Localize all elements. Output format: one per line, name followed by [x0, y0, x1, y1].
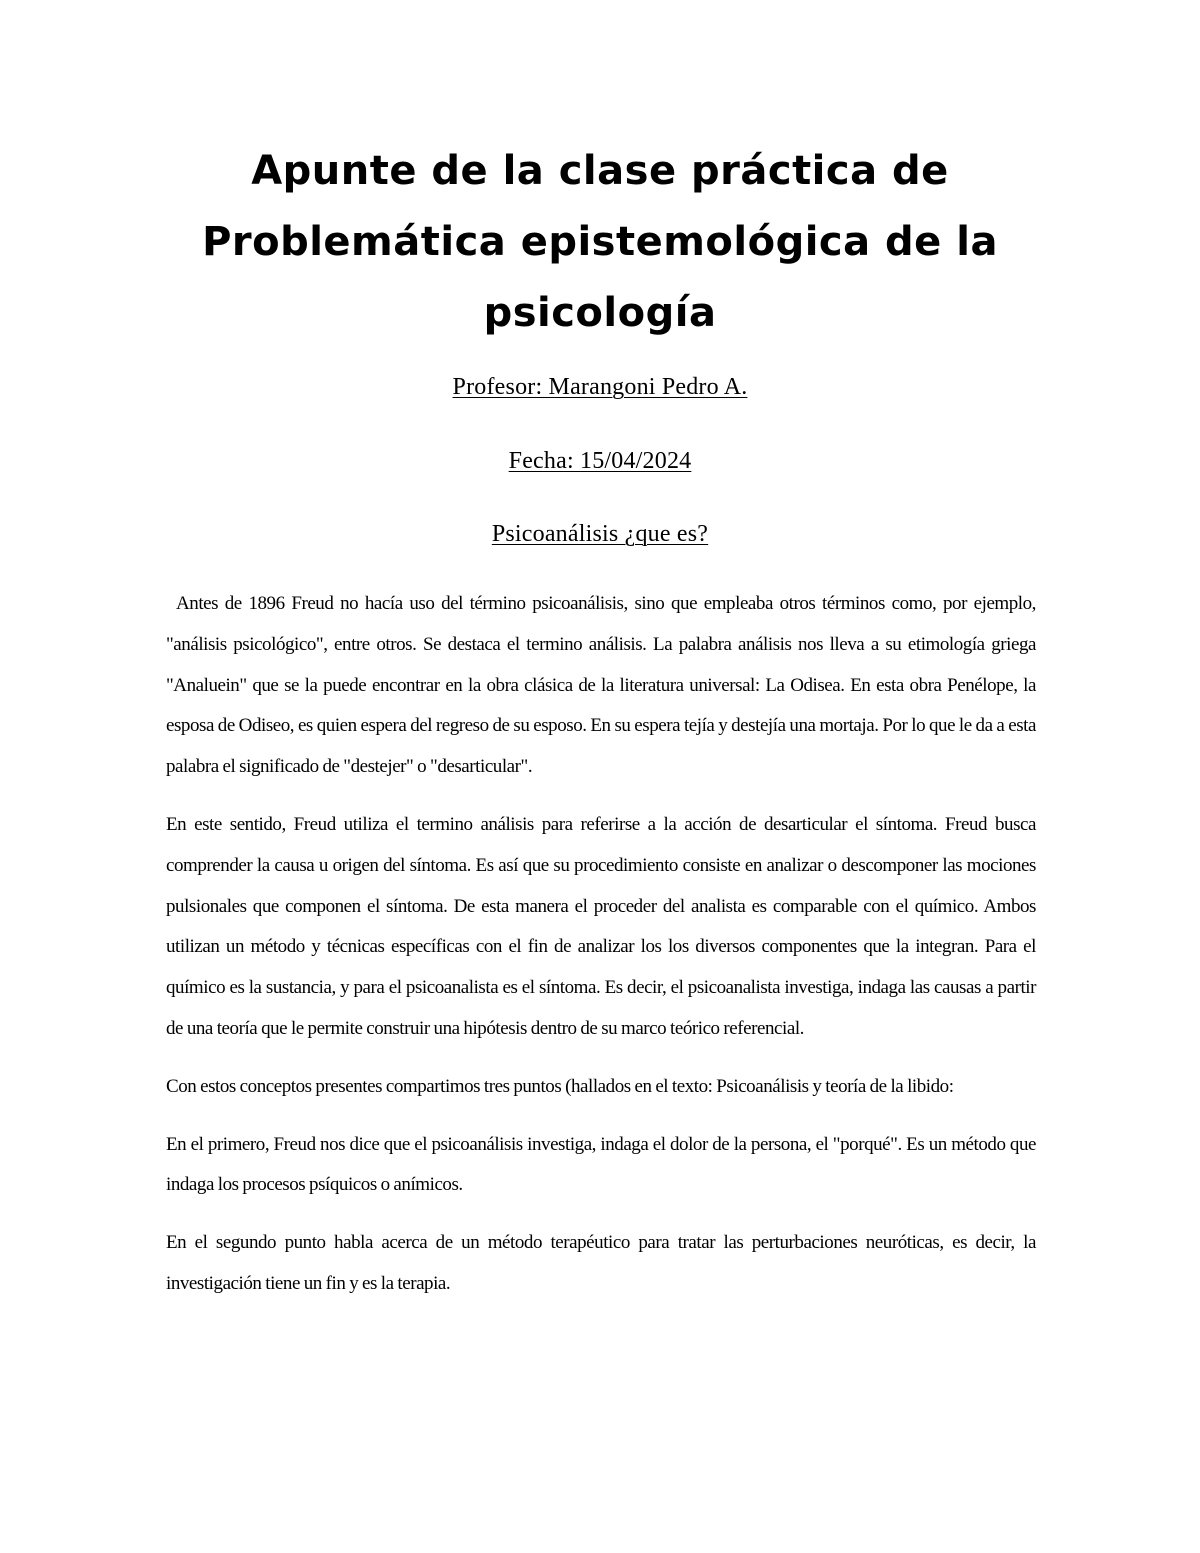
- document-body: [166, 584, 1036, 1322]
- paragraph-1: Antes de 1896 Freud no hacía uso del término psicoanálisis, sino que empleaba otros términos como, por ejemplo, "análisis psicológico", entre otros. Se destaca el termino análisis. La palabra análisis nos lleva a su etimología griega "Analuein" que se la puede encontrar en la obra clásica de la literatura universal: La Odisea. En esta obra Penélope, la esposa de Odiseo, es quien espera del regreso de su esposo. En su espera tejía y destejía una mortaja. Por lo que le da a esta palabra el significado de "destejer" o "desarticular".: [166, 593, 1036, 778]
- paragraph-2: En este sentido, Freud utiliza el termino análisis para referirse a la acción de desarticular el síntoma. Freud busca comprender la causa u origen del síntoma. Es así que su procedimiento consiste en analizar o descomponer las mociones pulsionales que componen el síntoma. De esta manera el proceder del analista es comparable con el químico. Ambos utilizan un método y técnicas específicas con el fin de analizar los los diversos componentes que la integran. Para el químico es la sustancia, y para el psicoanalista es el síntoma. Es decir, el psicoanalista investiga, indaga las causas a partir de una teoría que le permite construir una hipótesis dentro de su marco teórico referencial.: [166, 813, 1036, 1039]
- paragraph-5: En el segundo punto habla acerca de un método terapéutico para tratar las perturbaciones neuróticas, es decir, la investigación tiene un fin y es la terapia.: [166, 1232, 1036, 1294]
- title-line-2: Problemática epistemológica de la: [202, 219, 998, 265]
- fecha-line: Fecha: 15/04/2024: [508, 448, 692, 474]
- title-line-3: psicología: [483, 290, 717, 336]
- paragraph-3: Con estos conceptos presentes compartimos tres puntos (hallados en el texto: Psicoanálisis y teoría de la libido:: [166, 1075, 954, 1097]
- document-title: [140, 136, 1060, 349]
- paragraph-4: En el primero, Freud nos dice que el psicoanálisis investiga, indaga el dolor de la persona, el "porqué". Es un método que indaga los procesos psíquicos o anímicos.: [166, 1133, 1036, 1196]
- profesor-line: Profesor: Marangoni Pedro A.: [452, 374, 748, 400]
- title-line-1: Apunte de la clase práctica de: [251, 148, 949, 194]
- section-heading: Psicoanálisis ¿que es?: [491, 521, 709, 547]
